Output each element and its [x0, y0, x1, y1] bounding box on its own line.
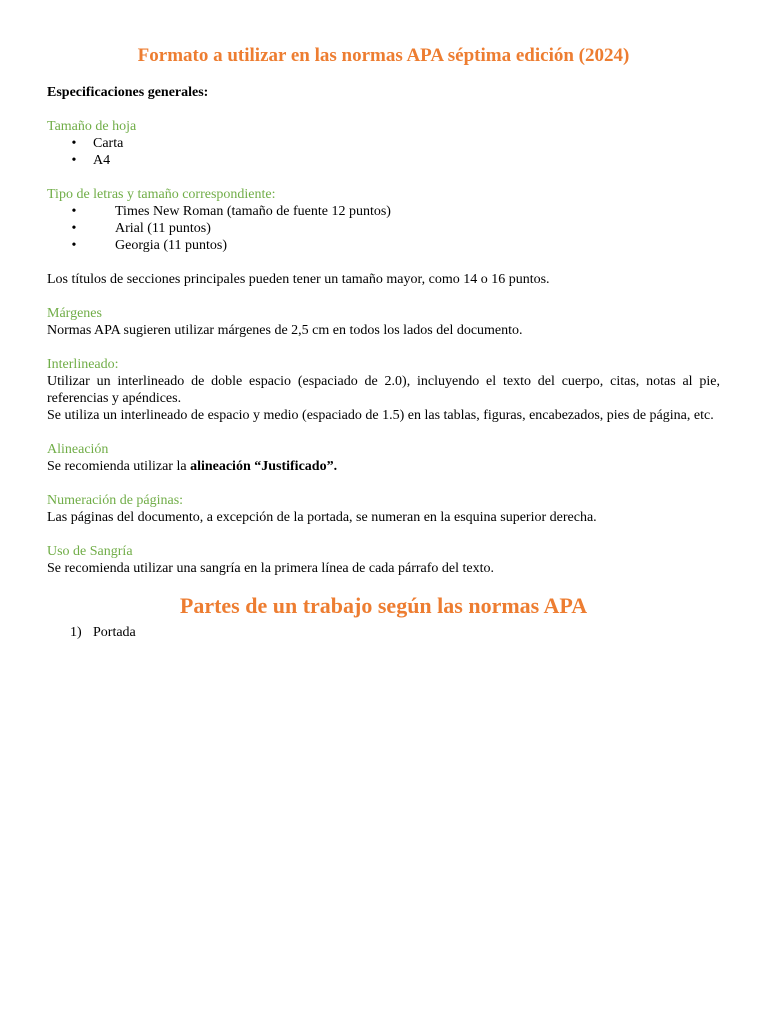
list-item [47, 220, 720, 237]
list-item [47, 203, 720, 220]
list-item [47, 135, 720, 152]
bullet-icon: • [71, 238, 77, 253]
alignment-text [47, 458, 720, 475]
list-item-text: A4 [93, 153, 111, 168]
bullet-icon: • [71, 136, 77, 151]
list-item-text: Carta [93, 136, 124, 151]
alignment-text-prefix: Se recomienda utilizar la [47, 459, 191, 474]
line-spacing-text-one-half: Se utiliza un interlineado de espacio y medio (espaciado de 1.5) en las tablas, figuras, encabezados, pies de página, etc. [47, 408, 714, 423]
list-item [47, 624, 720, 641]
list-item-text: Arial (11 puntos) [115, 221, 211, 236]
alignment-text-bold: alineación “Justificado”. [190, 459, 338, 474]
bullet-icon: • [71, 153, 77, 168]
document-title: Formato a utilizar en las normas APA séptima edición (2024) [137, 45, 630, 66]
font-type-heading: Tipo de letras y tamaño correspondiente: [47, 187, 276, 202]
paper-size-heading: Tamaño de hoja [47, 119, 137, 134]
list-item-text: Georgia (11 puntos) [115, 238, 227, 253]
parts-title: Partes de un trabajo según las normas APA [179, 593, 588, 618]
paper-size-list [47, 135, 720, 169]
list-item [47, 237, 720, 254]
bullet-icon: • [71, 221, 77, 236]
font-size-note: Los títulos de secciones principales pueden tener un tamaño mayor, como 14 o 16 puntos. [47, 272, 550, 287]
general-specs-heading: Especificaciones generales: [47, 85, 209, 100]
indent-text: Se recomienda utilizar una sangría en la primera línea de cada párrafo del texto. [47, 561, 495, 576]
parts-list [47, 624, 720, 641]
font-type-list [47, 203, 720, 254]
alignment-heading: Alineación [47, 442, 109, 457]
page-numbering-heading: Numeración de páginas: [47, 493, 184, 508]
page-numbering-text: Las páginas del documento, a excepción de la portada, se numeran en la esquina superior derecha. [47, 510, 597, 525]
indent-heading: Uso de Sangría [47, 544, 133, 559]
document-page [47, 0, 720, 641]
margins-text: Normas APA sugieren utilizar márgenes de 2,5 cm en todos los lados del documento. [47, 323, 523, 338]
list-item [47, 152, 720, 169]
line-spacing-heading: Interlineado: [47, 357, 119, 372]
list-item-text: Portada [93, 625, 136, 640]
bullet-icon: • [71, 204, 77, 219]
line-spacing-text-double: Utilizar un interlineado de doble espacio (espaciado de 2.0), incluyendo el texto del cuerpo, citas, notas al pie, referencias y apéndices. [47, 374, 720, 406]
list-item-text: Times New Roman (tamaño de fuente 12 puntos) [115, 204, 391, 219]
list-item-number: 1) [70, 625, 82, 640]
margins-heading: Márgenes [47, 306, 102, 321]
